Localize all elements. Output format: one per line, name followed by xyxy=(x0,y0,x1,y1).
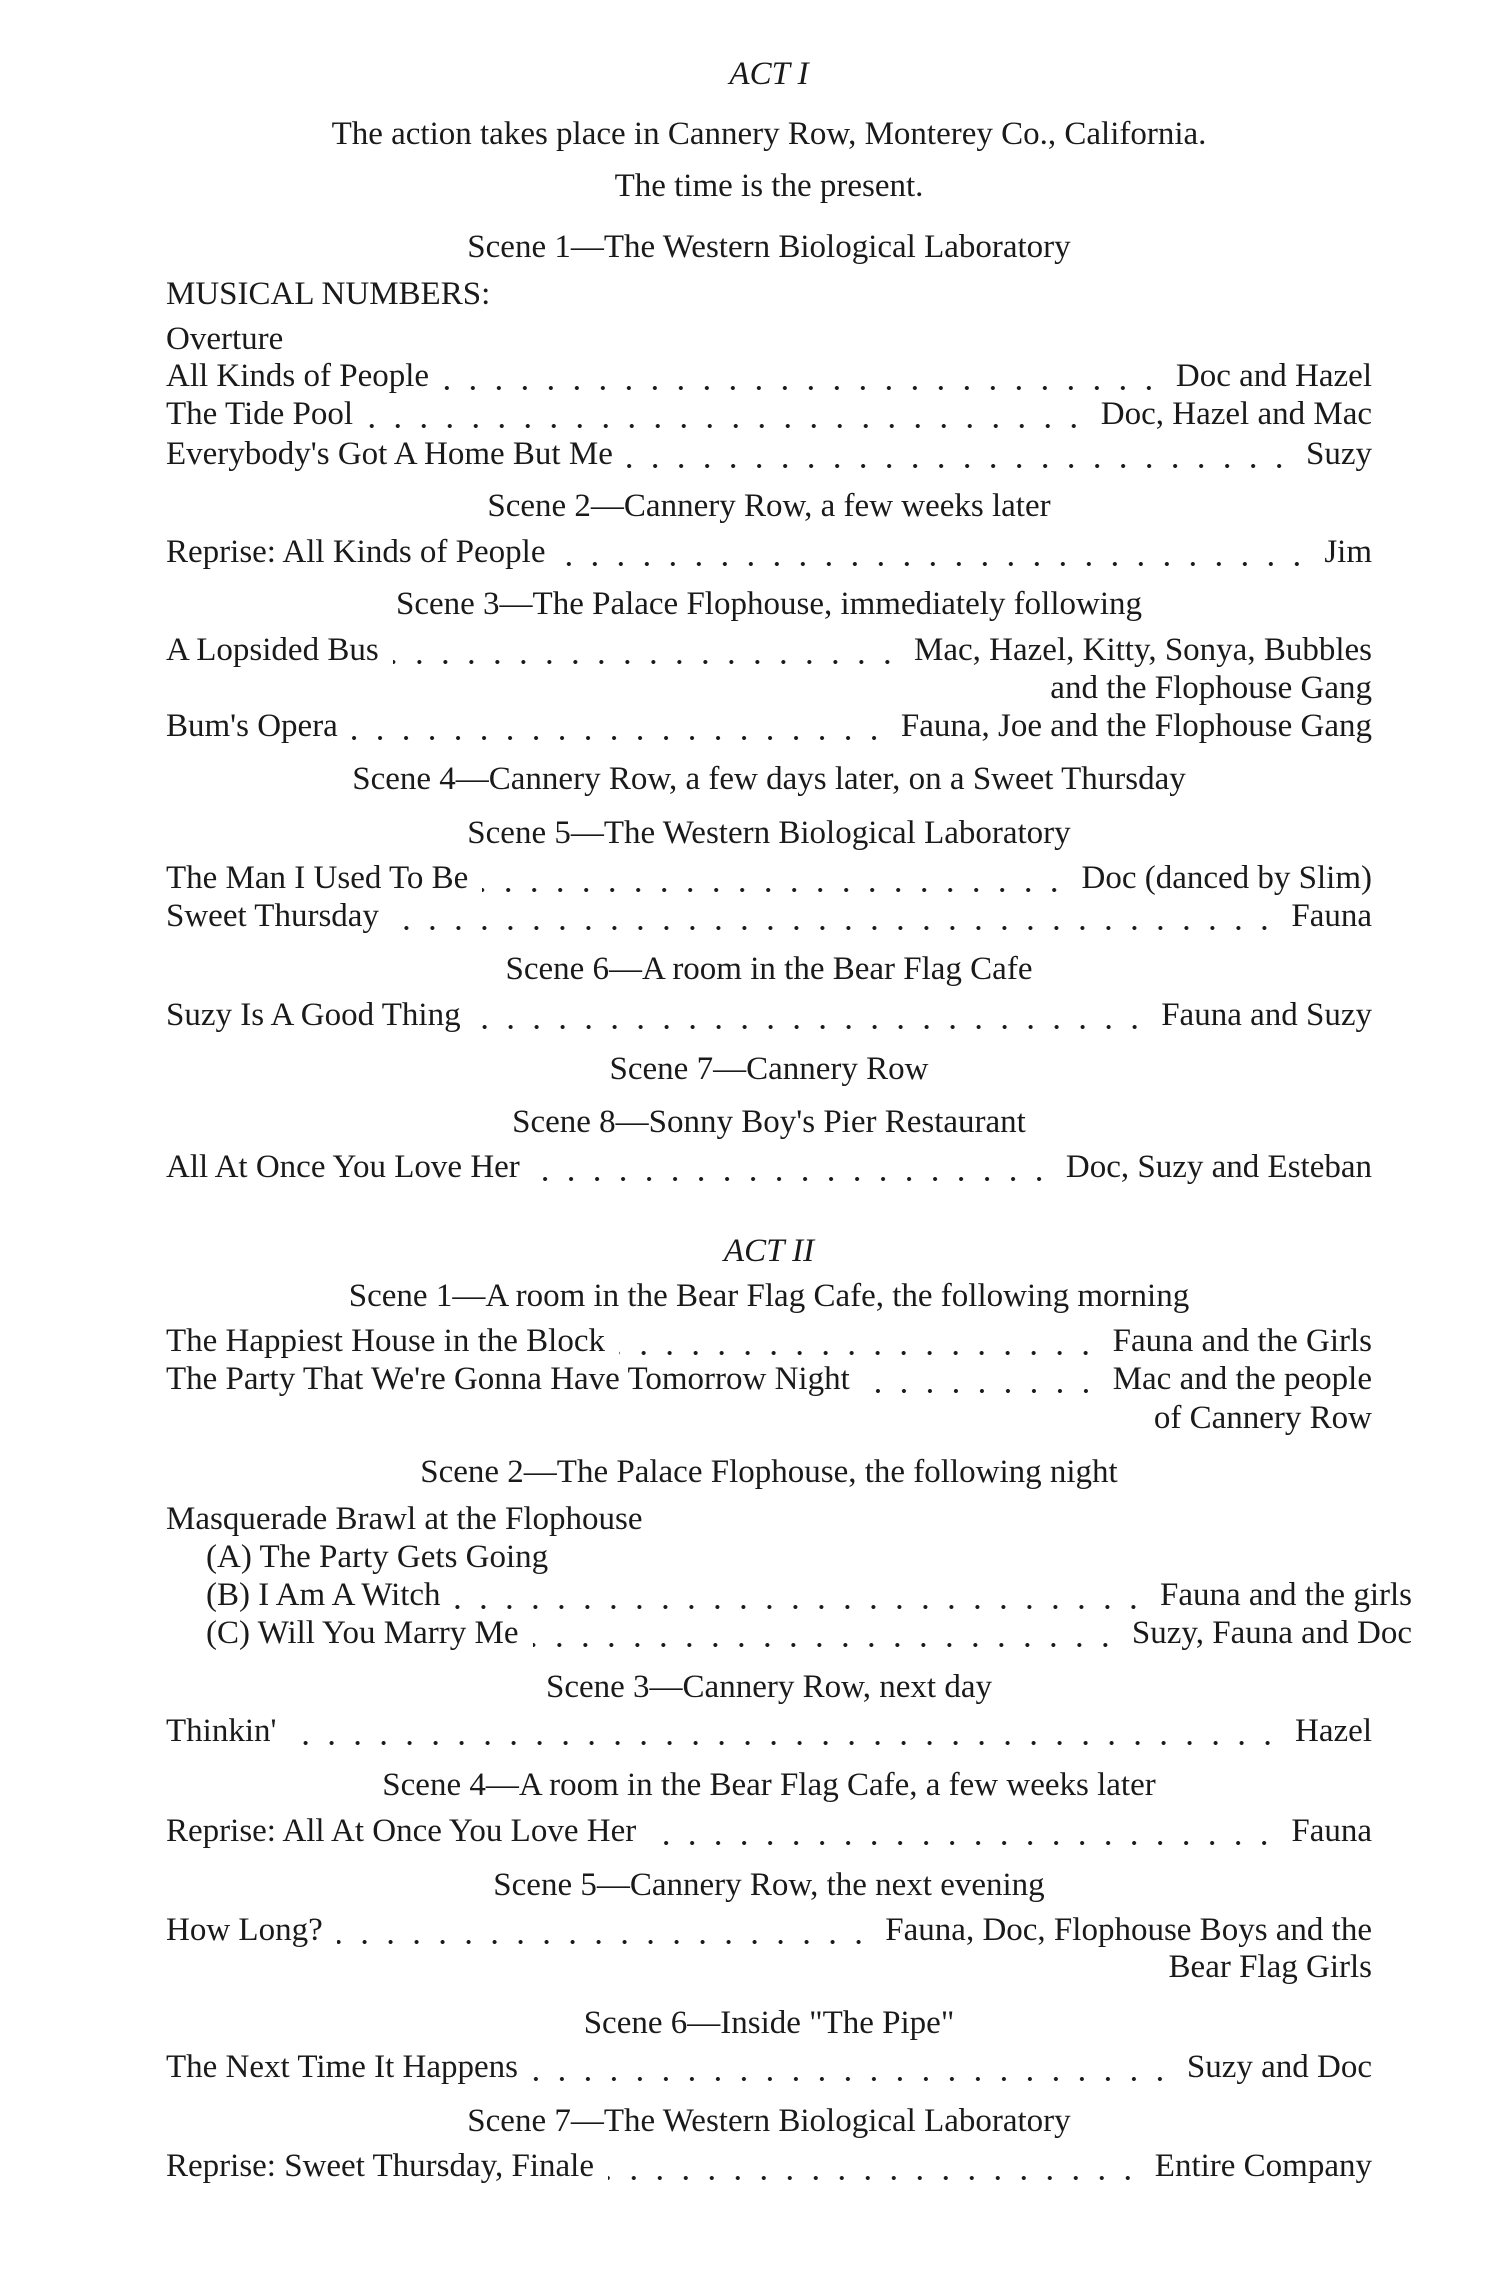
dot-leader xyxy=(559,532,1310,572)
performers: Fauna, Doc, Flophouse Boys and the xyxy=(885,1912,1372,1948)
musical-number xyxy=(166,356,1372,396)
scene-heading: Scene 7—Cannery Row xyxy=(609,1051,929,1087)
song-title: All At Once You Love Her xyxy=(166,1149,520,1185)
dot-leader xyxy=(290,1711,1281,1751)
scene-heading: Scene 4—Cannery Row, a few days later, on a Sweet Thursday xyxy=(352,761,1186,797)
musical-number xyxy=(166,896,1372,936)
performers-continued: Bear Flag Girls xyxy=(1168,1949,1372,1985)
song-title: A Lopsided Bus xyxy=(166,632,379,668)
section-label: Overture xyxy=(166,321,284,357)
act-heading: ACT I xyxy=(729,56,809,92)
musical-number xyxy=(166,2047,1372,2087)
dot-leader xyxy=(627,434,1292,474)
performers: Fauna and the girls xyxy=(1159,1577,1412,1613)
musical-number xyxy=(166,1613,1412,1653)
performers: Jim xyxy=(1324,534,1372,570)
scene-heading: Scene 3—Cannery Row, next day xyxy=(546,1669,992,1705)
performers: Doc and Hazel xyxy=(1175,358,1372,394)
song-title: The Next Time It Happens xyxy=(166,2049,518,2085)
musical-number xyxy=(166,630,1372,670)
performers: Suzy, Fauna and Doc xyxy=(1131,1615,1412,1651)
musical-number xyxy=(166,1811,1372,1851)
act-heading: ACT II xyxy=(723,1233,815,1269)
musical-number xyxy=(166,2146,1372,2186)
dot-leader xyxy=(443,356,1162,396)
scene-heading: Scene 1—The Western Biological Laboratory xyxy=(467,229,1071,265)
dot-leader xyxy=(393,630,900,670)
dot-leader xyxy=(367,394,1087,434)
performers: Doc, Suzy and Esteban xyxy=(1065,1149,1372,1185)
musical-number xyxy=(166,1711,1372,1751)
song-title: Reprise: All Kinds of People xyxy=(166,534,546,570)
performers: Fauna and Suzy xyxy=(1161,997,1372,1033)
dot-leader xyxy=(650,1811,1277,1851)
dot-leader xyxy=(393,896,1277,936)
dot-leader xyxy=(532,2047,1173,2087)
scene-heading: Scene 3—The Palace Flophouse, immediately following xyxy=(396,586,1142,622)
song-title: How Long? xyxy=(166,1912,323,1948)
performers-continued: and the Flophouse Gang xyxy=(1050,670,1372,706)
performers: Doc, Hazel and Mac xyxy=(1100,396,1372,432)
scene-heading: Scene 6—A room in the Bear Flag Cafe xyxy=(505,951,1033,987)
section-label: MUSICAL NUMBERS: xyxy=(166,276,491,312)
song-title: Everybody's Got A Home But Me xyxy=(166,436,613,472)
song-title: Suzy Is A Good Thing xyxy=(166,997,461,1033)
performers: Doc (danced by Slim) xyxy=(1081,860,1372,896)
musical-number xyxy=(166,394,1372,434)
performers: Hazel xyxy=(1295,1713,1372,1749)
dot-leader xyxy=(864,1359,1099,1399)
performers: Suzy xyxy=(1306,436,1372,472)
performers: Fauna xyxy=(1291,898,1372,934)
dot-leader xyxy=(475,995,1148,1035)
scene-heading: Scene 8—Sonny Boy's Pier Restaurant xyxy=(512,1104,1026,1140)
song-title: Thinkin' xyxy=(166,1713,277,1749)
performers: Fauna xyxy=(1291,1813,1372,1849)
performers: Mac, Hazel, Kitty, Sonya, Bubbles xyxy=(914,632,1372,668)
scene-heading: Scene 6—Inside "The Pipe" xyxy=(583,2005,955,2041)
musical-number xyxy=(166,434,1372,474)
musical-number xyxy=(166,1147,1372,1187)
performers: Suzy and Doc xyxy=(1186,2049,1372,2085)
performers: Fauna, Joe and the Flophouse Gang xyxy=(900,708,1372,744)
scene-heading: Scene 7—The Western Biological Laboratory xyxy=(467,2103,1071,2139)
sub-number: (A) The Party Gets Going xyxy=(206,1539,549,1575)
scene-heading: Scene 1—A room in the Bear Flag Cafe, the following morning xyxy=(348,1278,1190,1314)
musical-number xyxy=(166,858,1372,898)
song-title: Reprise: All At Once You Love Her xyxy=(166,1813,637,1849)
dot-leader xyxy=(619,1321,1099,1361)
performers: Entire Company xyxy=(1154,2148,1372,2184)
musical-number xyxy=(166,1575,1412,1615)
song-title: All Kinds of People xyxy=(166,358,430,394)
song-title: Bum's Opera xyxy=(166,708,338,744)
musical-number xyxy=(166,1910,1372,1950)
setting-text: The action takes place in Cannery Row, Monterey Co., California. xyxy=(331,116,1207,152)
song-title: The Tide Pool xyxy=(166,396,354,432)
song-title: Sweet Thursday xyxy=(166,898,379,934)
dot-leader xyxy=(608,2146,1141,2186)
scene-heading: Scene 5—The Western Biological Laboratory xyxy=(467,815,1071,851)
dot-leader xyxy=(337,1910,872,1950)
musical-number xyxy=(166,532,1372,572)
musical-number xyxy=(166,995,1372,1035)
musical-number xyxy=(166,1359,1372,1399)
dot-leader xyxy=(534,1147,1052,1187)
dot-leader xyxy=(352,706,887,746)
scene-heading: Scene 2—The Palace Flophouse, the following night xyxy=(420,1454,1118,1490)
song-title: (C) Will You Marry Me xyxy=(206,1615,519,1651)
section-label: Masquerade Brawl at the Flophouse xyxy=(166,1501,643,1537)
dot-leader xyxy=(455,1575,1146,1615)
song-title: The Party That We're Gonna Have Tomorrow Night xyxy=(166,1361,850,1397)
scene-heading: Scene 2—Cannery Row, a few weeks later xyxy=(487,488,1051,524)
performers: Mac and the people xyxy=(1112,1361,1372,1397)
song-title: Reprise: Sweet Thursday, Finale xyxy=(166,2148,595,2184)
setting-text: The time is the present. xyxy=(614,168,924,204)
performers: Fauna and the Girls xyxy=(1112,1323,1372,1359)
song-title: (B) I Am A Witch xyxy=(206,1577,441,1613)
song-title: The Man I Used To Be xyxy=(166,860,469,896)
dot-leader xyxy=(533,1613,1118,1653)
scene-heading: Scene 5—Cannery Row, the next evening xyxy=(493,1867,1045,1903)
song-title: The Happiest House in the Block xyxy=(166,1323,605,1359)
musical-number xyxy=(166,1321,1372,1361)
musical-number xyxy=(166,706,1372,746)
performers-continued: of Cannery Row xyxy=(1153,1400,1372,1436)
scene-heading: Scene 4—A room in the Bear Flag Cafe, a few weeks later xyxy=(382,1767,1156,1803)
dot-leader xyxy=(482,858,1067,898)
